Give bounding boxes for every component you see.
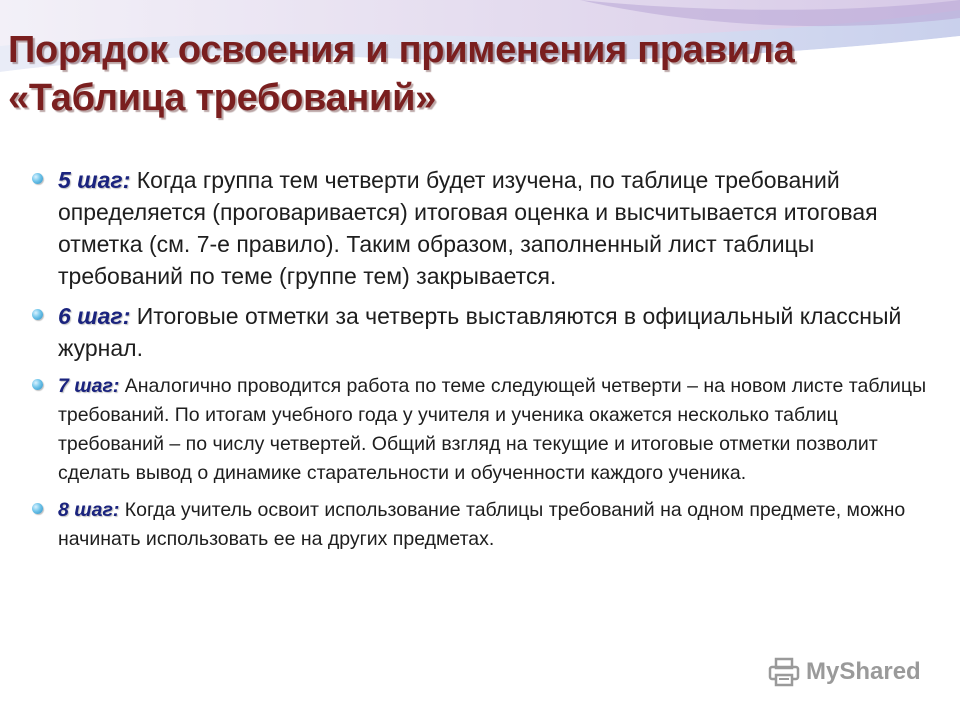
step-5 xyxy=(30,164,940,292)
step-label: 6 шаг: xyxy=(58,303,131,329)
step-6 xyxy=(30,300,940,364)
bullet-icon xyxy=(32,173,43,184)
bullet-icon xyxy=(32,503,43,514)
watermark-logo xyxy=(768,657,921,687)
step-text: Итоговые отметки за четверть выставляются в официальный классный журнал. xyxy=(58,303,902,361)
bullet-icon xyxy=(32,309,43,320)
step-8 xyxy=(30,496,940,554)
step-label: 5 шаг: xyxy=(58,167,131,193)
slide-title-line-2: «Таблица требований» xyxy=(8,77,437,119)
step-7 xyxy=(30,372,940,488)
step-label: 8 шаг: xyxy=(58,499,120,521)
watermark-text: MyShared xyxy=(806,658,921,685)
slide-title-line-1: Порядок освоения и применения правила xyxy=(8,29,795,71)
steps-list xyxy=(30,164,940,554)
printer-icon xyxy=(768,657,800,687)
step-label: 7 шаг: xyxy=(58,375,120,397)
bullet-icon xyxy=(32,379,43,390)
step-text: Когда группа тем четверти будет изучена, по таблице требований определяется (проговаривается) итоговая оценка и высчитывается итоговая отметка (см. 7-е правило). Таким образом, заполненный лист таблицы требований по теме (группе тем) закрывается. xyxy=(58,167,878,289)
slide-title xyxy=(8,26,948,122)
step-text: Когда учитель освоит использование таблицы требований на одном предмете, можно начинать использовать ее на других предметах. xyxy=(58,499,906,550)
step-text: Аналогично проводится работа по теме следующей четверти – на новом листе таблицы требований. По итогам учебного года у учителя и ученика окажется несколько таблиц требований – по числу четвертей. Общий взгляд на текущие и итоговые отметки позволит сделать вывод о динамике старательности и обученности каждого ученика. xyxy=(58,375,927,484)
